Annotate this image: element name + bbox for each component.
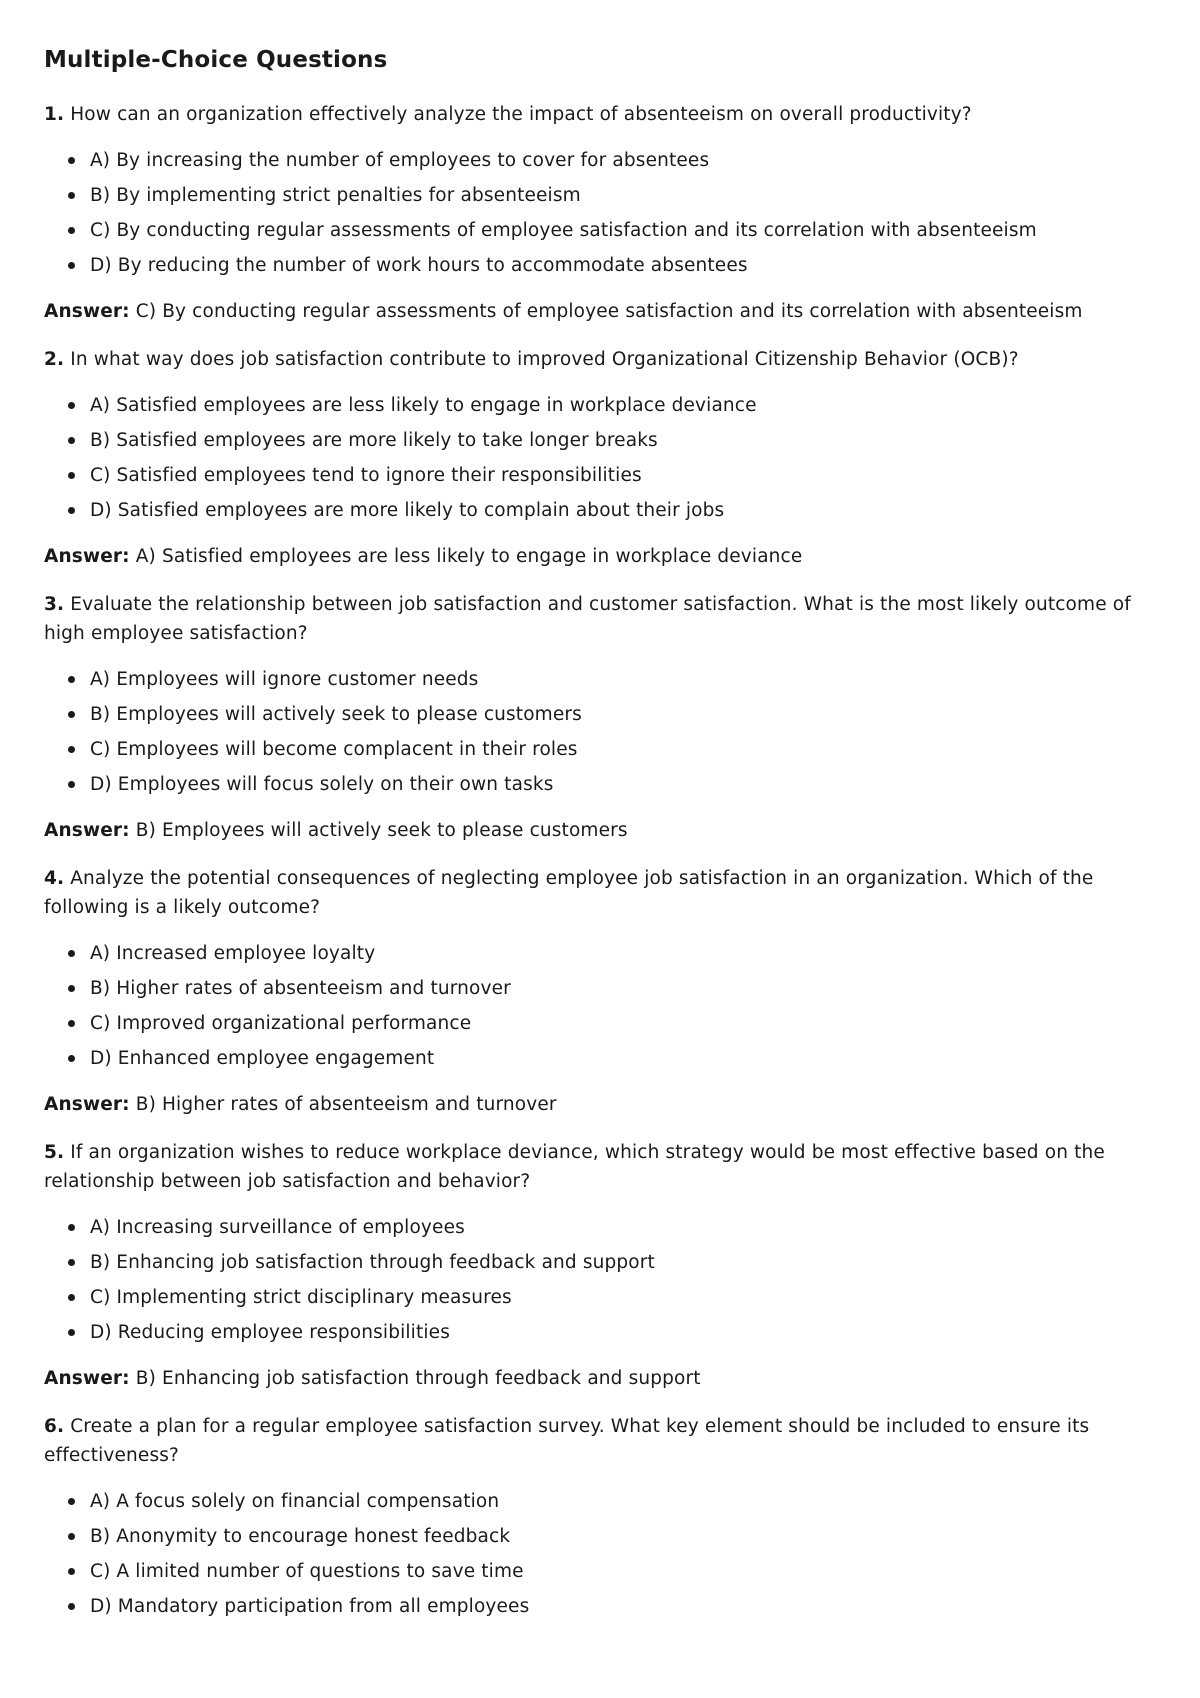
bullet-icon: [68, 262, 75, 269]
bullet-icon: [68, 227, 75, 234]
option-item: [68, 732, 1156, 767]
option-item: [68, 1245, 1156, 1280]
answer-text: C) By conducting regular assessments of employee satisfaction and its correlation with absenteeism: [135, 301, 1083, 322]
option-item: [68, 936, 1156, 971]
option-item: [68, 662, 1156, 697]
option-label: C) By conducting regular assessments of employee satisfaction and its correlation with absenteeism: [90, 220, 1037, 241]
answer-text: A) Satisfied employees are less likely to engage in workplace deviance: [135, 546, 803, 567]
option-item: [68, 213, 1156, 248]
question-text: [44, 864, 1156, 922]
option-label: B) Higher rates of absenteeism and turnover: [90, 978, 511, 999]
option-item: [68, 423, 1156, 458]
answer-text: B) Higher rates of absenteeism and turnover: [135, 1094, 557, 1115]
option-label: B) Anonymity to encourage honest feedback: [90, 1526, 511, 1547]
option-label: A) Increasing surveillance of employees: [90, 1217, 465, 1238]
option-item: [68, 458, 1156, 493]
option-item: [68, 767, 1156, 802]
bullet-icon: [68, 746, 75, 753]
option-list: [44, 662, 1156, 802]
option-label: C) Satisfied employees tend to ignore their responsibilities: [90, 465, 642, 486]
option-label: D) Enhanced employee engagement: [90, 1048, 435, 1069]
option-label: A) Satisfied employees are less likely to engage in workplace deviance: [90, 395, 757, 416]
option-label: B) By implementing strict penalties for absenteeism: [90, 185, 581, 206]
bullet-icon: [68, 1224, 75, 1231]
page-title: Multiple-Choice Questions: [44, 47, 388, 73]
answer-line: [44, 1364, 1156, 1393]
option-list: [44, 1210, 1156, 1350]
option-item: [68, 1554, 1156, 1589]
bullet-icon: [68, 1568, 75, 1575]
answer-line: [44, 542, 1156, 571]
bullet-icon: [68, 507, 75, 514]
answer-label: Answer:: [44, 820, 130, 841]
question-number: 2.: [44, 349, 65, 370]
option-label: A) By increasing the number of employees to cover for absentees: [90, 150, 710, 171]
answer-line: [44, 297, 1156, 326]
answer-label: Answer:: [44, 546, 130, 567]
question-number: 4.: [44, 868, 65, 889]
question-text: [44, 590, 1156, 648]
bullet-icon: [68, 402, 75, 409]
option-item: [68, 697, 1156, 732]
option-item: [68, 1519, 1156, 1554]
question-body: In what way does job satisfaction contribute to improved Organizational Citizenship Behavior (OCB)?: [70, 349, 1019, 370]
question-number: 1.: [44, 104, 65, 125]
question-number: 5.: [44, 1142, 65, 1163]
option-item: [68, 143, 1156, 178]
bullet-icon: [68, 950, 75, 957]
bullet-icon: [68, 985, 75, 992]
option-item: [68, 1006, 1156, 1041]
option-item: [68, 1280, 1156, 1315]
option-item: [68, 1484, 1156, 1519]
option-label: A) Increased employee loyalty: [90, 943, 376, 964]
question-list: [44, 100, 1156, 1624]
option-label: C) Improved organizational performance: [90, 1013, 472, 1034]
bullet-icon: [68, 1020, 75, 1027]
question-body: Create a plan for a regular employee satisfaction survey. What key element should be included to ensure its effectiveness?: [44, 1416, 1090, 1466]
option-list: [44, 1484, 1156, 1624]
bullet-icon: [68, 1498, 75, 1505]
question-text: [44, 1138, 1156, 1196]
option-label: B) Employees will actively seek to please customers: [90, 704, 582, 725]
bullet-icon: [68, 437, 75, 444]
option-label: D) Employees will focus solely on their own tasks: [90, 774, 554, 795]
bullet-icon: [68, 1259, 75, 1266]
bullet-icon: [68, 676, 75, 683]
option-label: D) Reducing employee responsibilities: [90, 1322, 450, 1343]
option-label: D) Mandatory participation from all employees: [90, 1596, 530, 1617]
question-body: Evaluate the relationship between job satisfaction and customer satisfaction. What is the most likely outcome of high employee satisfaction?: [44, 594, 1131, 644]
answer-text: B) Enhancing job satisfaction through feedback and support: [135, 1368, 701, 1389]
option-item: [68, 971, 1156, 1006]
bullet-icon: [68, 1603, 75, 1610]
option-item: [68, 1041, 1156, 1076]
question-text: [44, 345, 1156, 374]
question-text: [44, 100, 1156, 129]
question-text: [44, 1412, 1156, 1470]
option-label: C) A limited number of questions to save time: [90, 1561, 524, 1582]
question-body: Analyze the potential consequences of neglecting employee job satisfaction in an organization. Which of the following is a likely outcome?: [44, 868, 1094, 918]
option-item: [68, 388, 1156, 423]
bullet-icon: [68, 1055, 75, 1062]
answer-label: Answer:: [44, 301, 130, 322]
bullet-icon: [68, 711, 75, 718]
option-item: [68, 178, 1156, 213]
option-item: [68, 1210, 1156, 1245]
option-item: [68, 1589, 1156, 1624]
bullet-icon: [68, 781, 75, 788]
question-body: If an organization wishes to reduce workplace deviance, which strategy would be most effective based on the relationship between job satisfaction and behavior?: [44, 1142, 1105, 1192]
option-label: C) Employees will become complacent in their roles: [90, 739, 578, 760]
question-number: 6.: [44, 1416, 65, 1437]
option-item: [68, 493, 1156, 528]
answer-label: Answer:: [44, 1094, 130, 1115]
bullet-icon: [68, 1329, 75, 1336]
option-label: C) Implementing strict disciplinary measures: [90, 1287, 512, 1308]
option-label: A) A focus solely on financial compensation: [90, 1491, 500, 1512]
answer-line: [44, 816, 1156, 845]
bullet-icon: [68, 192, 75, 199]
option-label: D) Satisfied employees are more likely to complain about their jobs: [90, 500, 725, 521]
option-label: B) Satisfied employees are more likely to take longer breaks: [90, 430, 658, 451]
option-label: D) By reducing the number of work hours to accommodate absentees: [90, 255, 748, 276]
option-label: B) Enhancing job satisfaction through feedback and support: [90, 1252, 655, 1273]
option-item: [68, 248, 1156, 283]
bullet-icon: [68, 1294, 75, 1301]
bullet-icon: [68, 157, 75, 164]
answer-line: [44, 1090, 1156, 1119]
option-label: A) Employees will ignore customer needs: [90, 669, 479, 690]
question-body: How can an organization effectively analyze the impact of absenteeism on overall productivity?: [70, 104, 972, 125]
option-list: [44, 143, 1156, 283]
bullet-icon: [68, 1533, 75, 1540]
option-item: [68, 1315, 1156, 1350]
bullet-icon: [68, 472, 75, 479]
answer-text: B) Employees will actively seek to please customers: [135, 820, 628, 841]
question-number: 3.: [44, 594, 65, 615]
answer-label: Answer:: [44, 1368, 130, 1389]
option-list: [44, 936, 1156, 1076]
option-list: [44, 388, 1156, 528]
